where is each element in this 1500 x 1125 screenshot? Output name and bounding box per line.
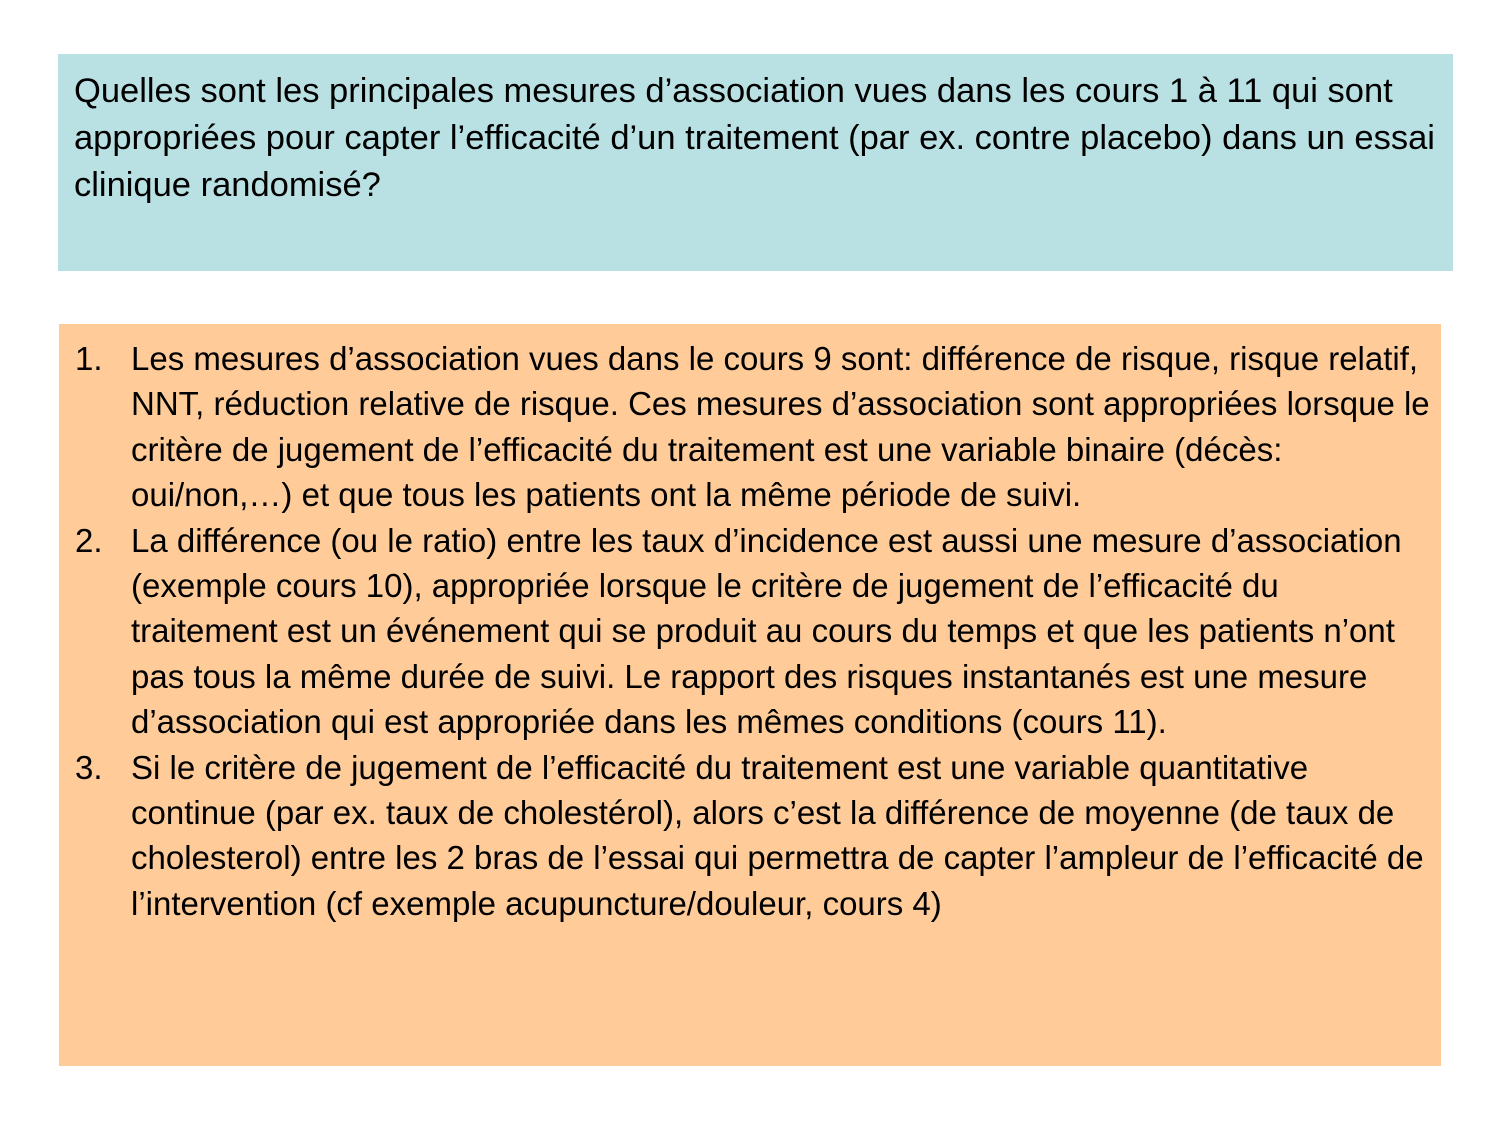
answer-text: Les mesures d’association vues dans le cours 9 sont: différence de risque, risque relatif, NNT, réduction relative de risque. Ces mesures d’association sont appropriées lorsque le critère de jugement de l’efficacité du traitement est une variable binaire (décès: oui/non,…) et que tous les patients ont la même période de suivi. (131, 340, 1430, 514)
answer-text: Si le critère de jugement de l’efficacité du traitement est une variable quantitative continue (par ex. taux de cholestérol), alors c’est la différence de moyenne (de taux de cholesterol) entre les 2 bras de l’essai qui permettra de capter l’ampleur de l’efficacité de l’intervention (cf exemple acupuncture/douleur, cours 4) (131, 748, 1424, 922)
answer-item-1 (75, 336, 1431, 518)
answer-text: La différence (ou le ratio) entre les taux d’incidence est aussi une mesure d’association (exemple cours 10), appropriée lorsque le critère de jugement de l’efficacité du traitement est un événement qui se produit au cours du temps et que les patients n’ont pas tous la même durée de suivi. Le rapport des risques instantanés est une mesure d’association qui est appropriée dans les mêmes conditions (cours 11). (131, 521, 1402, 741)
answer-number: 1. (75, 340, 103, 377)
answer-list (75, 336, 1431, 926)
question-box (58, 54, 1453, 271)
answer-box (59, 324, 1441, 1066)
answer-item-3 (75, 745, 1431, 927)
question-text: Quelles sont les principales mesures d’association vues dans les cours 1 à 11 qui sont appropriées pour capter l’efficacité d’un traitement (par ex. contre placebo) dans un essai clinique randomisé? (74, 72, 1435, 204)
answer-number: 2. (75, 521, 103, 559)
answer-number: 3. (75, 748, 103, 786)
answer-item-2 (75, 518, 1431, 745)
